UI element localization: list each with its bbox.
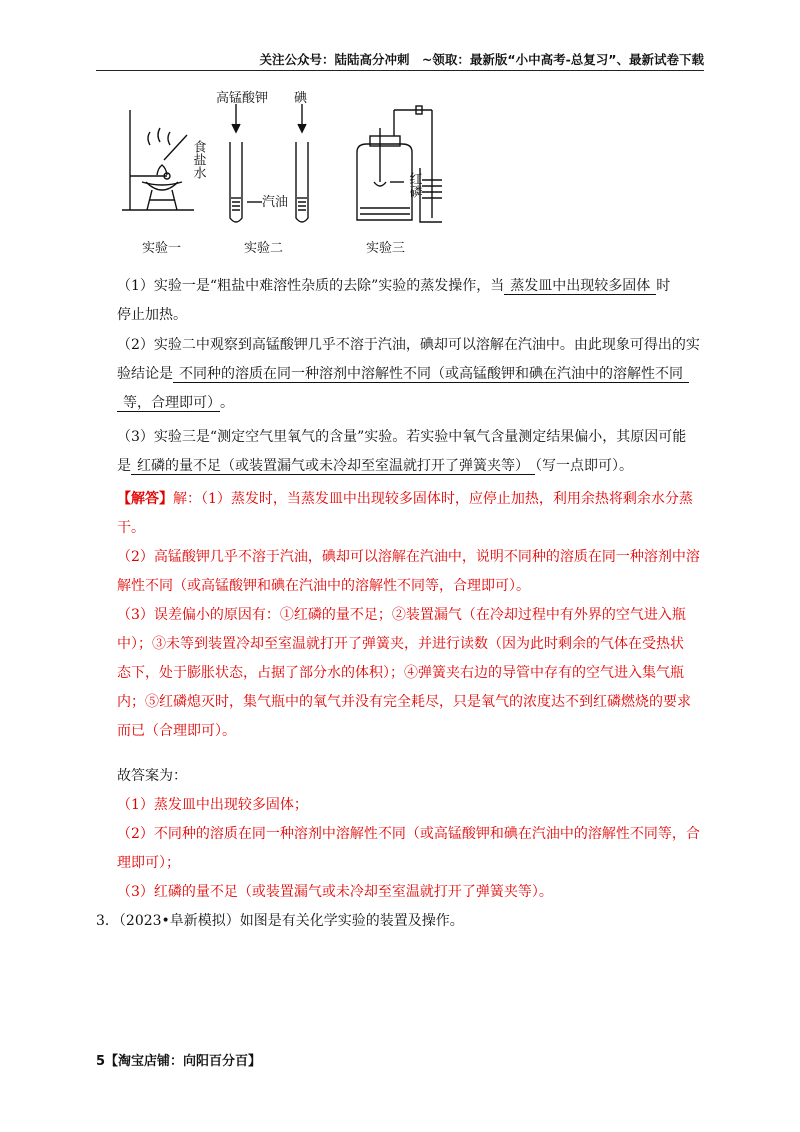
answer-block: （1）蒸发皿中出现较多固体； （2）不同种的溶质在同一种溶剂中溶解性不同（或高锰酸钾和碘在汽油中的溶解性不同等，合 理即可）； （3）红磷的量不足（或装置漏气或未冷却至室温就打开了弹簧夹等）。 xyxy=(117,797,700,900)
question-3-heading: 3．（2023•阜新模拟）如图是有关化学实验的装置及操作。 xyxy=(96,913,464,929)
question-2: （2）实验二中观察到高锰酸钾几乎不溶于汽油，碘却可以溶解在汽油中。由此现象可得出的实 验结论是 不同种的溶质在同一种溶剂中溶解性不同（或高锰酸钾和碘在汽油中的溶解性不同 等，合理即可） 。 xyxy=(117,337,700,411)
label-red-phosphorus: 红磷 xyxy=(406,172,422,198)
answer-2: 不同种的溶质在同一种溶剂中溶解性不同（或高锰酸钾和碘在汽油中的溶解性不同 xyxy=(173,366,689,383)
experiment-figure xyxy=(112,90,442,260)
label-gasoline: 汽油 xyxy=(262,195,289,210)
solution-tag: 【解答】 xyxy=(117,491,173,507)
header-right: ~领取：最新版“小中高考-总复习”、最新试卷下载 xyxy=(421,52,704,67)
header-left: 关注公众号：陆陆高分冲刺 xyxy=(259,52,410,67)
label-exp3: 实验三 xyxy=(366,241,406,256)
label-salt-water: 食盐水 xyxy=(190,140,206,179)
question-3: （3）实验三是“测定空气里氧气的含量”实验。若实验中氧气含量测定结果偏小，其原因可能 是 红磷的量不足（或装置漏气或未冷却至室温就打开了弹簧夹等） （写一点即可）。 xyxy=(117,429,687,474)
answer-1: 蒸发皿中出现较多固体 xyxy=(504,278,656,295)
solution: 【解答】解：（1）蒸发时，当蒸发皿中出现较多固体时，应停止加热，利用余热将剩余水分蒸 干。 （2）高锰酸钾几乎不溶于汽油，碘却可以溶解在汽油中，说明不同种的溶质在同一种溶剂中溶 解性不同（或高锰酸钾和碘在汽油中的溶解性不同等，合理即可）。 （3）误差偏小的原因有：①红磷的量不足；②装置漏气（在冷却过程中有外界的空气进入瓶 中）；③未等到装置冷却至室温就打开了弹簧夹，并进行读数（因为此时剩余的气体在受热状 态下，处于膨胀状态，占据了部分水的体积）；④弹簧夹右边的导管中存有的空气进入集气瓶 内；⑤红磷熄灭时，集气瓶中的氧气并没有完全耗尽，只是氧气的浓度达不到红磷燃烧的要求 而已（合理即可）。 xyxy=(117,491,700,739)
answer-3: 红磷的量不足（或装置漏气或未冷却至室温就打开了弹簧夹等） xyxy=(131,458,535,475)
beaker xyxy=(420,168,442,222)
label-exp1: 实验一 xyxy=(142,241,182,256)
label-iodine: 碘 xyxy=(294,91,308,106)
question-1: （1）实验一是“粗盐中难溶性杂质的去除”实验的蒸发操作，当 蒸发皿中出现较多固体 时 停止加热。 xyxy=(117,278,671,323)
answer-title: 故答案为： xyxy=(117,768,187,784)
page-footer: 5【淘宝店铺：向阳百分百】 xyxy=(96,1054,262,1069)
label-kmno4: 高锰酸钾 xyxy=(216,91,269,106)
page-header xyxy=(96,50,704,71)
steam xyxy=(148,128,170,145)
label-exp2: 实验二 xyxy=(244,241,284,256)
